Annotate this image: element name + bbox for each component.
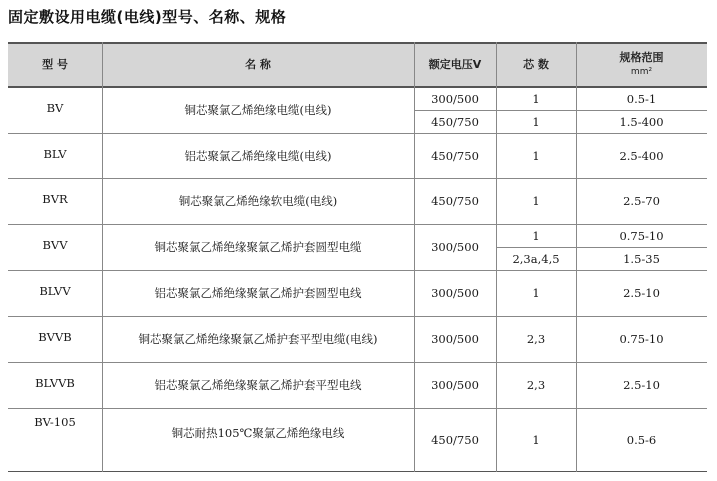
cell-cores: 1 <box>532 114 540 129</box>
header-bottom-rule <box>8 86 707 88</box>
row-divider <box>8 316 707 317</box>
cell-name: 铝芯聚氯乙烯绝缘聚氯乙烯护套平型电线 <box>154 378 362 392</box>
column-divider <box>496 42 497 472</box>
row-divider <box>8 362 707 363</box>
subrow-divider <box>414 110 707 111</box>
cell-name: 铜芯聚氯乙烯绝缘软电缆(电线) <box>178 194 338 208</box>
cell-model: BV-105 <box>34 415 76 429</box>
cell-name: 铝芯聚氯乙烯绝缘聚氯乙烯护套圆型电线 <box>154 286 362 300</box>
header-cores: 芯 数 <box>496 42 576 87</box>
cell-cores: 2,3 <box>526 378 546 392</box>
cell-range: 0.75-10 <box>619 228 664 243</box>
cell-range: 2.5-400 <box>619 148 664 163</box>
cell-range: 1.5-400 <box>619 114 664 129</box>
cell-voltage: 450/750 <box>431 148 479 163</box>
cell-voltage: 300/500 <box>431 332 479 346</box>
cell-range: 2.5-10 <box>623 378 660 392</box>
table-top-rule <box>8 42 707 44</box>
cell-cores: 1 <box>532 286 540 300</box>
cell-model: BLVVB <box>35 376 75 390</box>
column-divider <box>576 42 577 472</box>
spec-table <box>8 42 707 472</box>
header-voltage: 额定电压V <box>414 42 496 87</box>
cell-name: 铜芯聚氯乙烯绝缘电缆(电线) <box>184 103 332 117</box>
cell-voltage: 300/500 <box>431 240 479 254</box>
row-divider <box>8 408 707 409</box>
cell-cores: 1 <box>532 433 540 447</box>
cell-cores: 2,3 <box>526 332 546 346</box>
cell-name: 铜芯聚氯乙烯绝缘聚氯乙烯护套圆型电缆 <box>154 240 362 254</box>
row-divider <box>8 133 707 134</box>
cell-range: 0.75-10 <box>619 332 664 346</box>
header-model: 型 号 <box>8 42 102 87</box>
cell-cores: 1 <box>532 228 540 243</box>
row-divider <box>8 270 707 271</box>
page-title: 固定敷设用电缆(电线)型号、名称、规格 <box>8 8 287 26</box>
cell-model: BVR <box>42 192 68 206</box>
subrow-divider <box>496 247 707 248</box>
cell-voltage: 450/750 <box>431 114 479 129</box>
cell-model: BVV <box>42 238 68 252</box>
cell-range: 0.5-1 <box>626 91 657 106</box>
header-range: 规格范围 mm² <box>576 42 707 87</box>
cell-model: BLV <box>43 147 67 161</box>
cell-model: BVVB <box>38 330 72 344</box>
cell-voltage: 300/500 <box>431 378 479 392</box>
cell-model: BV <box>46 101 64 115</box>
cell-name: 铝芯聚氯乙烯绝缘电缆(电线) <box>184 148 332 163</box>
cell-range: 2.5-10 <box>623 286 660 300</box>
cell-cores: 1 <box>532 148 540 163</box>
cell-cores: 2,3a,4,5 <box>512 251 560 266</box>
row-divider <box>8 224 707 225</box>
header-name: 名 称 <box>102 42 414 87</box>
row-divider <box>8 178 707 179</box>
cell-cores: 1 <box>532 194 540 208</box>
cell-voltage: 450/750 <box>431 194 479 208</box>
cell-range: 2.5-70 <box>623 194 660 208</box>
cell-voltage: 300/500 <box>431 286 479 300</box>
cell-name: 铜芯聚氯乙烯绝缘聚氯乙烯护套平型电缆(电线) <box>138 332 378 346</box>
cell-cores: 1 <box>532 91 540 106</box>
cell-name: 铜芯耐热105℃聚氯乙烯绝缘电线 <box>171 426 345 440</box>
cell-model: BLVV <box>39 284 71 298</box>
cell-range: 0.5-6 <box>626 433 657 447</box>
cell-range: 1.5-35 <box>623 251 660 266</box>
table-bottom-rule <box>8 471 707 472</box>
column-divider <box>414 42 415 472</box>
cell-voltage: 300/500 <box>431 91 479 106</box>
cell-voltage: 450/750 <box>431 433 479 447</box>
column-divider <box>102 42 103 472</box>
